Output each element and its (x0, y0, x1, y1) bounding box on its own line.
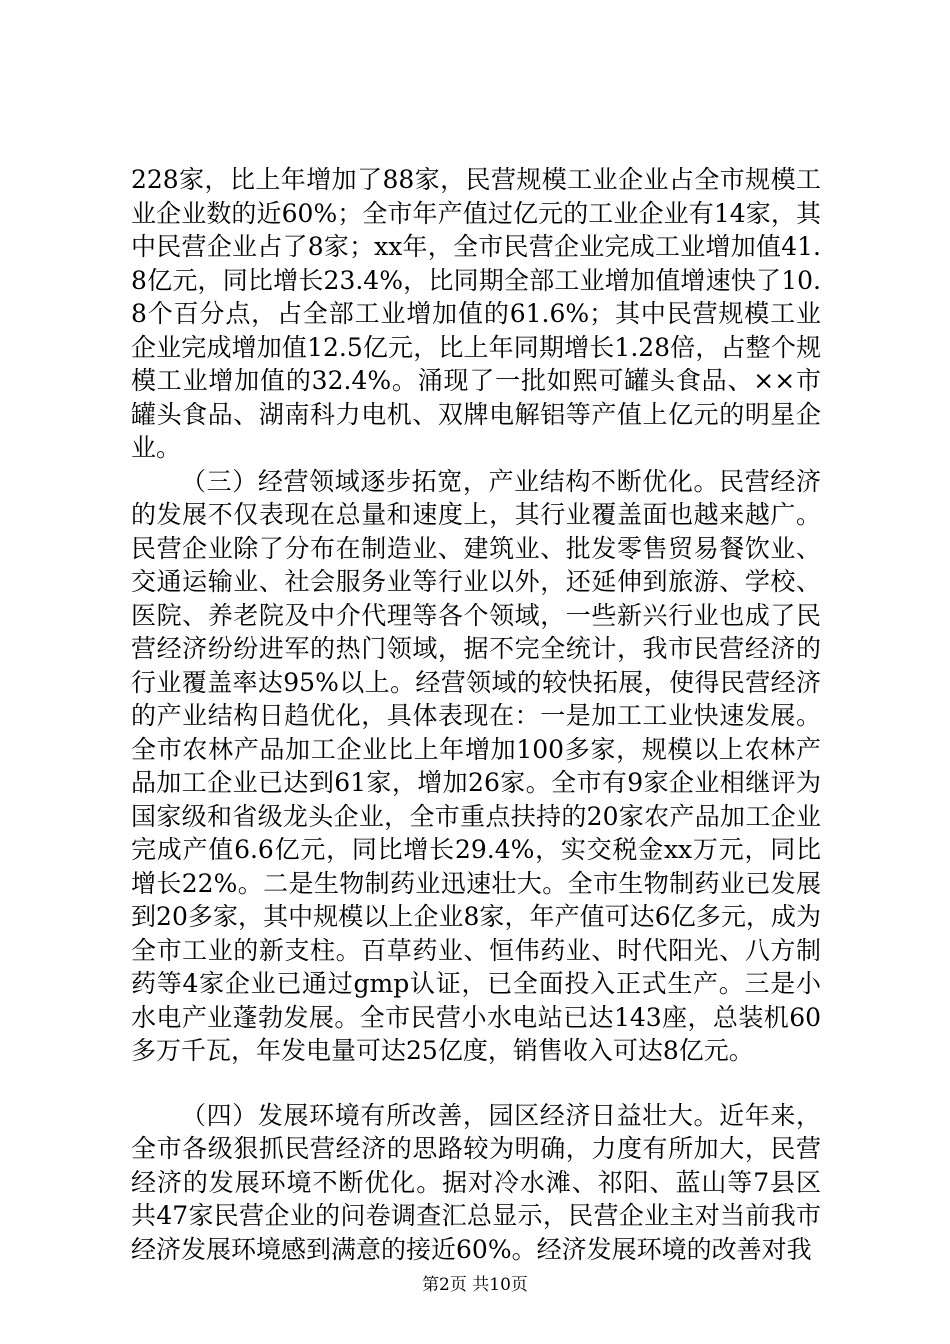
paragraph-2: （三）经营领域逐步拓宽，产业结构不断优化。民营经济的发展不仅表现在总量和速度上，其行业覆盖面也越来越广。民营企业除了分布在制造业、建筑业、批发零售贸易餐饮业、交通运输业、社会服务业等行业以外，还延伸到旅游、学校、医院、养老院及中介代理等各个领域，一些新兴行业也成了民营经济纷纷进军的热门领域，据不完全统计，我市民营经济的行业覆盖率达95%以上。经营领域的较快拓展，使得民营经济的产业结构日趋优化，具体表现在：一是加工工业快速发展。全市农林产品加工企业比上年增加100多家，规模以上农林产品加工企业已达到61家，增加26家。全市有9家企业相继评为国家级和省级龙头企业，全市重点扶持的20家农产品加工企业完成产值6.6亿元，同比增长29.4%，实交税金xx万元，同比增长22%。二是生物制药业迅速壮大。全市生物制药业已发展到20多家，其中规模以上企业8家，年产值可达6亿多元，成为全市工业的新支柱。百草药业、恒伟药业、时代阳光、八方制药等4家企业已通过gmp认证，已全面投入正式生产。三是小水电产业蓬勃发展。全市民营小水电站已达143座，总装机60多万千瓦，年发电量可达25亿度，销售收入可达8亿元。 (131, 466, 821, 1065)
paragraph-3: （四）发展环境有所改善，园区经济日益壮大。近年来，全市各级狠抓民营经济的思路较为明确，力度有所加大，民营经济的发展环境不断优化。据对冷水滩、祁阳、蓝山等7县区共47家民营企业的问卷调查汇总显示，民营企业主对当前我市经济发展环境感到满意的接近60%。经济发展环境的改善对我 (131, 1100, 821, 1264)
paragraph-gap (131, 1068, 821, 1099)
paragraph-1: 228家，比上年增加了88家，民营规模工业企业占全市规模工业企业数的近60%；全市年产值过亿元的工业企业有14家，其中民营企业占了8家；xx年，全市民营企业完成工业增加值41.8亿元，同比增长23.4%，比同期全部工业增加值增速快了10.8个百分点，占全部工业增加值的61.6%；其中民营规模工业企业完成增加值12.5亿元，比上年同期增长1.28倍，占整个规模工业增加值的32.4%。涌现了一批如熙可罐头食品、××市罐头食品、湖南科力电机、双牌电解铝等产值上亿元的明星企业。 (131, 165, 821, 462)
page-footer: 第2页 共10页 (422, 1275, 528, 1295)
document-body (131, 163, 821, 1266)
